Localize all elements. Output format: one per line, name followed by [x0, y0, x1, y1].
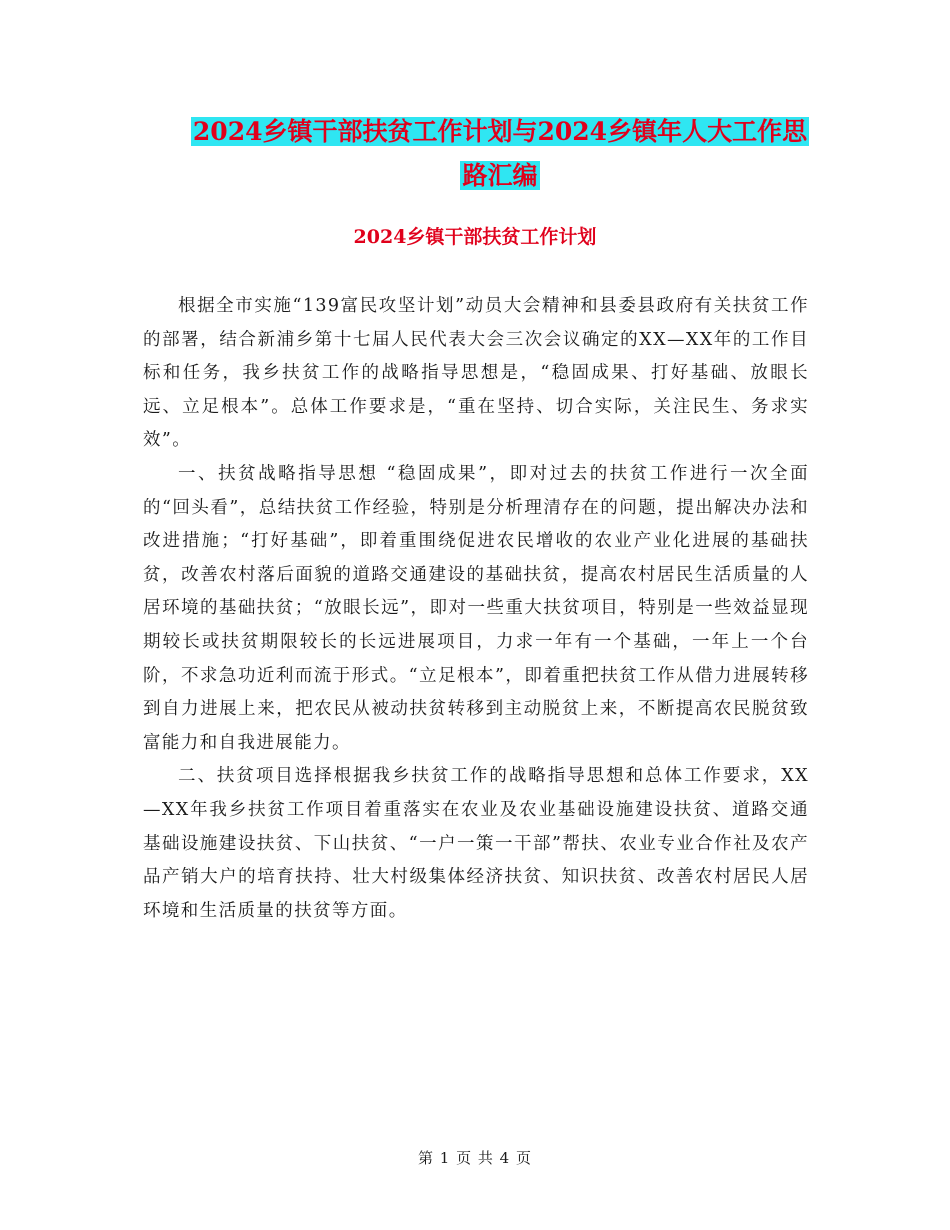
section-title: 2024乡镇干部扶贫工作计划 — [353, 226, 597, 248]
document-title — [140, 110, 860, 198]
document-body — [143, 290, 809, 928]
document-title-line-1: 2024乡镇干部扶贫工作计划与2024乡镇年人大工作思 — [192, 117, 808, 146]
page-footer: 第 1 页 共 4 页 — [418, 1149, 532, 1167]
paragraph-intro: 根据全市实施“139富民攻坚计划”动员大会精神和县委县政府有关扶贫工作的部署，结合新浦乡第十七届人民代表大会三次会议确定的XX—XX年的工作目标和任务，我乡扶贫工作的战略指导思想是，“稳固成果、打好基础、放眼长远、立足根本”。总体工作要求是，“重在坚持、切合实际，关注民生、务求实效”。 — [143, 296, 809, 451]
document-title-line-2: 路汇编 — [462, 161, 538, 190]
paragraph-strategy: 一、扶贫战略指导思想 “稳固成果”，即对过去的扶贫工作进行一次全面的“回头看”，总结扶贫工作经验，特别是分析理清存在的问题，提出解决办法和改进措施；“打好基础”，即着重围绕促进农民增收的农业产业化进展的基础扶贫，改善农村落后面貌的道路交通建设的基础扶贫，提高农村居民生活质量的人居环境的基础扶贫；“放眼长远”，即对一些重大扶贫项目，特别是一些效益显现期较长或扶贫期限较长的长远进展项目，力求一年有一个基础，一年上一个台阶，不求急功近利而流于形式。“立足根本”，即着重把扶贫工作从借力进展转移到自力进展上来，把农民从被动扶贫转移到主动脱贫上来，不断提高农民脱贫致富能力和自我进展能力。 — [143, 463, 809, 753]
paragraph-projects: 二、扶贫项目选择根据我乡扶贫工作的战略指导思想和总体工作要求，XX—XX年我乡扶贫工作项目着重落实在农业及农业基础设施建设扶贫、道路交通基础设施建设扶贫、下山扶贫、“一户一策一干部”帮扶、农业专业合作社及农产品产销大户的培育扶持、壮大村级集体经济扶贫、知识扶贫、改善农村居民人居环境和生活质量的扶贫等方面。 — [143, 766, 809, 921]
